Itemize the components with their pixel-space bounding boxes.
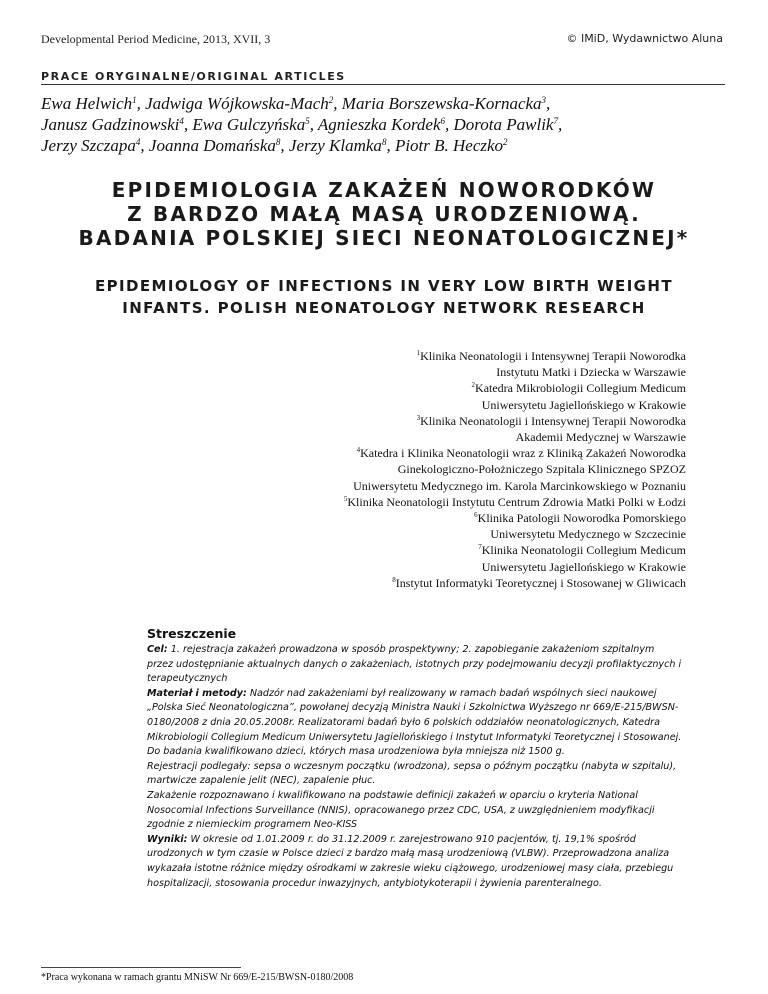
affiliation-line [186, 526, 686, 542]
affiliation-text: Instytut Informatyki Teoretycznej i Stosowanej w Gliwicach [395, 575, 686, 590]
footnote: *Praca wykonana w ramach grantu MNiSW Nr 669/E-215/BWSN-0180/2008 [41, 972, 354, 983]
abstract-text: Rejestracji podlegały: sepsa o wczesnym początku (wrodzona), sepsa o późnym początku (nabyta w szpitalu), martwicze zapalenie jelit (NEC), zapalenie płuc. [147, 760, 677, 787]
affiliation-number: 2 [471, 381, 476, 390]
author-line [41, 114, 731, 135]
author-name: Ewa Gulczyńska [192, 115, 306, 134]
affiliation-marker: 3 [541, 95, 547, 105]
abstract-section-label: Wyniki: [147, 833, 188, 845]
affiliation-line [186, 429, 686, 445]
affiliation-number: 1 [416, 349, 421, 357]
affiliation-line [186, 397, 686, 413]
author-name: Dorota Pawlik [453, 115, 554, 134]
affiliation-marker: 8 [381, 137, 387, 147]
affiliation-text: Katedra Mikrobiologii Collegium Medicum [475, 381, 686, 396]
abstract-paragraph [147, 833, 683, 891]
abstract-text: Do badania kwalifikowano dzieci, których masa urodzeniowa była mniejsza niż 1500 g. [147, 746, 565, 758]
author-name: Jerzy Szczapa [41, 136, 136, 155]
abstract-paragraph [147, 745, 683, 760]
abstract-section-label: Materiał i metody: [147, 687, 247, 699]
author-separator: , [557, 115, 563, 134]
affiliation-text: Ginekologiczno-Położniczego Szpitala Klinicznego SPZOZ [397, 462, 686, 477]
abstract-text: Zakażenie rozpoznawano i kwalifikowano na podstawie definicji zakażeń w oparciu o kryteria National Nosocomial Infections Surveillance (NNIS), opracowanego przez CDC, USA, z uwzględnieniem modyfikacji zgodnie z niemieckim programem Neo-KISS [147, 789, 655, 831]
affiliation-line [186, 478, 686, 494]
author-name: Jerzy Klamka [288, 136, 382, 155]
author-separator: , [280, 136, 289, 155]
abstract-section-label: Cel: [147, 644, 168, 655]
author-separator: , [183, 115, 193, 134]
abstract-paragraph [147, 789, 683, 833]
abstract-text: Nadzór nad zakażeniami był realizowany w ramach badań wspólnych sieci naukowej „Polska Sieć Neonatologiczna”, powołanej decyzją Ministra Nauki i Szkolnictwa Wyższego nr 669/E-215/BWSN-0180/2008 z dnia 20.05.2008r. Realizatorami badań było 6 polskich oddziałów neonatologicznych, Katedra Mikrobiologii Collegium Medicum Uniwersytetu Jagiellońskiego i Instytut Informatyki Teoretycznej i Stosowanej. [147, 687, 682, 743]
affiliation-marker: 4 [135, 137, 141, 147]
title-en-line: INFANTS. POLISH NEONATOLOGY NETWORK RESEARCH [122, 299, 646, 317]
affiliation-marker: 2 [503, 137, 508, 147]
affiliation-text: Klinika Neonatologii Collegium Medicum [481, 543, 686, 558]
abstract-heading: Streszczenie [147, 626, 237, 641]
affiliation-line [186, 380, 686, 396]
abstract-paragraph [147, 643, 683, 687]
affiliations [186, 348, 686, 591]
affiliation-number: 7 [478, 543, 482, 552]
affiliation-line [186, 542, 686, 558]
author-name: Janusz Gadzinowski [41, 115, 180, 134]
affiliation-number: 3 [416, 413, 421, 422]
author-name: Jadwiga Wójkowska-Mach [145, 94, 329, 113]
title-polish [0, 178, 768, 250]
affiliation-text: Klinika Neonatologii i Intensywnej Terapii Noworodka [420, 349, 686, 363]
affiliation-number: 4 [356, 446, 361, 455]
affiliation-line [186, 559, 686, 575]
affiliation-line [186, 575, 686, 591]
title-en-line: EPIDEMIOLOGY OF INFECTIONS IN VERY LOW BIRTH WEIGHT [95, 277, 673, 295]
affiliation-text: Klinika Patologii Noworodka Pomorskiego [477, 511, 686, 526]
author-line [41, 93, 731, 114]
affiliation-text: Klinika Neonatologii Instytutu Centrum Zdrowia Matki Polki w Łodzi [347, 494, 686, 509]
author-separator: , [445, 115, 454, 134]
abstract-text: 1. rejestracja zakażeń prowadzona w sposób prospektywny; 2. zapobieganie zakażeniom szpitalnym przez udostępnianie aktualnych danych o zakażeniach, istotnych przy podejmowaniu decyzji profilaktycznych i terapeutycznych [147, 644, 682, 685]
affiliation-marker: 4 [179, 116, 184, 126]
affiliation-text: Instytutu Matki i Dziecka w Warszawie [496, 365, 686, 380]
author-name: Piotr B. Heczko [394, 136, 504, 155]
affiliation-text: Uniwersytetu Medycznego im. Karola Marcinkowskiego w Poznaniu [353, 478, 686, 493]
affiliation-number: 6 [474, 511, 478, 520]
affiliation-text: Akademii Medycznej w Warszawie [515, 430, 686, 445]
affiliation-text: Klinika Neonatologii i Intensywnej Terapii Noworodka [420, 413, 686, 428]
author-separator: , [136, 94, 146, 113]
author-separator: , [140, 136, 149, 155]
section-label: PRACE ORYGINALNE/ORIGINAL ARTICLES [41, 70, 346, 83]
affiliation-line [186, 348, 686, 364]
affiliation-marker: 7 [553, 116, 558, 126]
abstract-paragraph [147, 760, 683, 789]
affiliation-line [186, 413, 686, 429]
journal-citation: Developmental Period Medicine, 2013, XVII, 3 [41, 32, 271, 46]
author-separator: , [386, 136, 395, 155]
author-list [41, 93, 731, 156]
title-english [0, 275, 768, 319]
affiliation-text: Uniwersytetu Medycznego w Szczecinie [490, 527, 686, 542]
author-name: Agnieszka Kordek [317, 115, 441, 134]
author-name: Joanna Domańska [148, 136, 276, 155]
section-divider [41, 84, 725, 85]
author-name: Maria Borszewska-Kornacka [341, 94, 542, 113]
affiliation-number: 5 [343, 494, 348, 503]
affiliation-marker: 5 [305, 116, 310, 126]
title-pl-line: Z BARDZO MAŁĄ MASĄ URODZENIOWĄ. [127, 202, 641, 226]
author-line [41, 135, 731, 156]
affiliation-text: Uniwersytetu Jagiellońskiego w Krakowie [481, 397, 686, 412]
title-pl-line: EPIDEMIOLOGIA ZAKAŻEŃ NOWORODKÓW [111, 178, 657, 202]
author-name: Ewa Helwich [41, 94, 133, 113]
affiliation-line [186, 494, 686, 510]
affiliation-text: Katedra i Klinika Neonatologii wraz z Kliniką Zakażeń Noworodka [360, 446, 686, 461]
affiliation-line [186, 461, 686, 477]
affiliation-marker: 8 [275, 137, 281, 147]
abstract-body [147, 643, 683, 891]
author-separator: , [333, 94, 342, 113]
abstract [147, 625, 683, 891]
affiliation-line [186, 510, 686, 526]
publisher-copyright: © IMiD, Wydawnictwo Aluna [566, 32, 723, 45]
affiliation-line [186, 364, 686, 380]
abstract-text: W okresie od 1.01.2009 r. do 31.12.2009 r. zarejestrowano 910 pacjentów, tj. 19,1% spośród urodzonych w tym czasie w Polsce dzieci z bardzo małą masą urodzeniową (VLBW). Przeprowadzona analiza wykazała istotne różnice między ośrodkami w zakresie wieku ciążowego, urodzeniowej masy ciała, przebiegu hospitalizacji, stosowania procedur inwazyjnych, antybiotykoterapii i żywienia parenteralnego. [147, 833, 674, 889]
affiliation-line [186, 445, 686, 461]
author-separator: , [546, 94, 551, 113]
affiliation-marker: 1 [132, 95, 137, 105]
title-pl-line: BADANIA POLSKIEJ SIECI NEONATOLOGICZNEJ* [78, 226, 690, 250]
affiliation-text: Uniwersytetu Jagiellońskiego w Krakowie [481, 559, 686, 574]
affiliation-marker: 6 [440, 116, 446, 126]
author-separator: , [309, 115, 318, 134]
abstract-paragraph [147, 687, 683, 745]
affiliation-marker: 2 [328, 95, 334, 105]
affiliation-number: 8 [392, 575, 396, 584]
footnote-divider [41, 967, 241, 968]
